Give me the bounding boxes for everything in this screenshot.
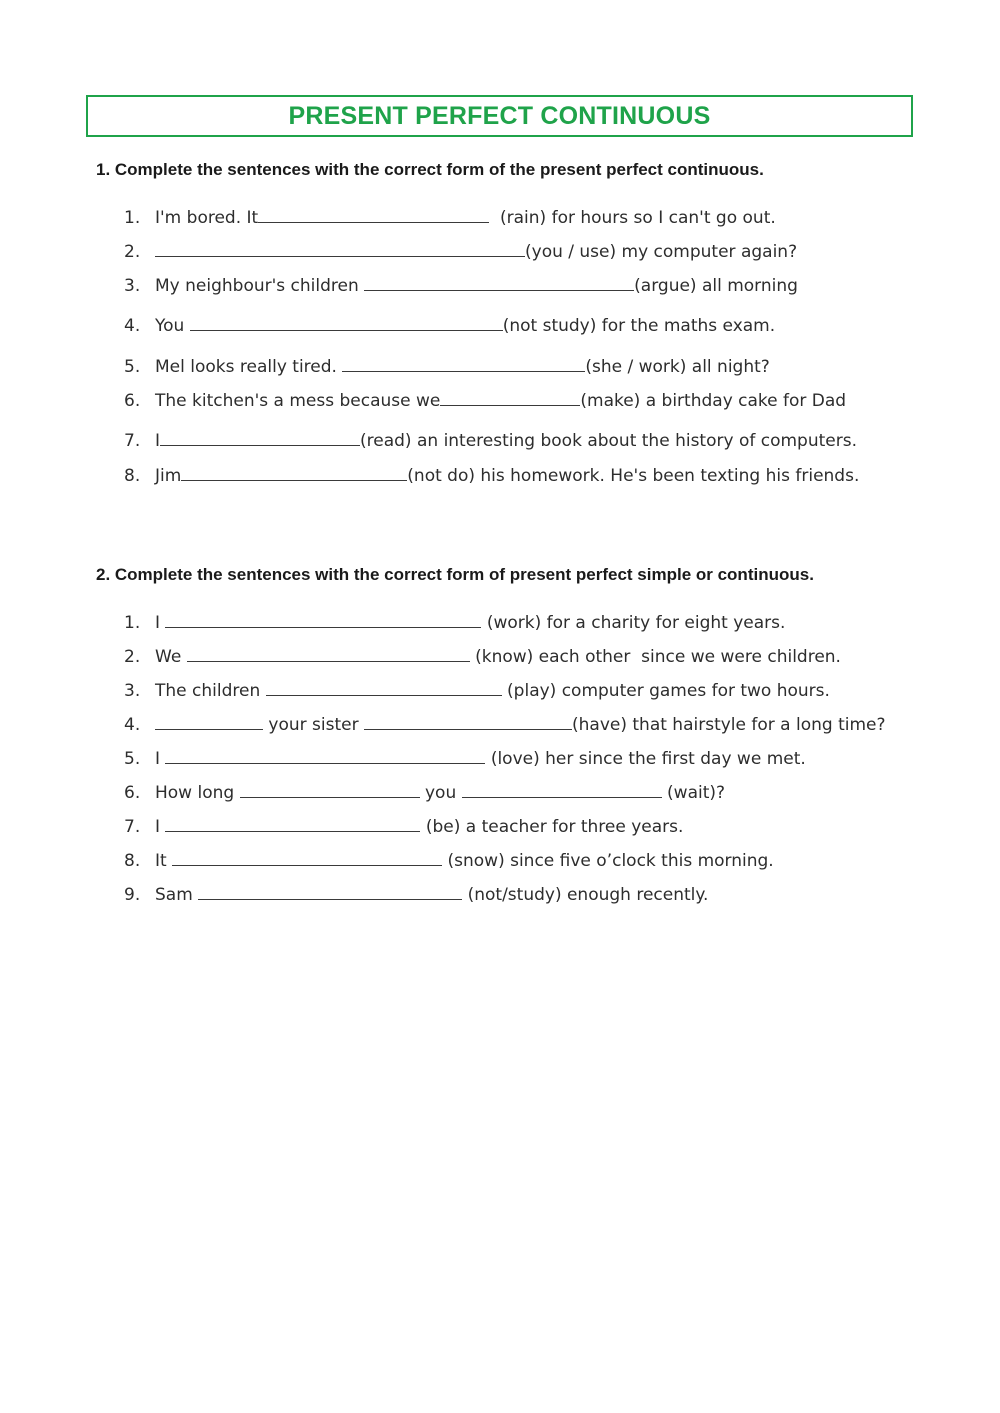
item-text: (know) each other since we were children. [469,647,841,667]
item-number: 6. [124,391,141,411]
item-text: I [155,817,166,837]
item-text: Jim [155,466,182,486]
answer-blank[interactable] [462,780,662,798]
section2-instruction: 2. Complete the sentences with the correct form of present perfect simple or continuous. [96,565,814,584]
answer-blank[interactable] [440,388,580,406]
answer-blank[interactable] [172,848,442,866]
item-number: 2. [124,242,141,262]
item-text: (make) a birthday cake for Dad [580,391,847,411]
s2-item-3 [124,678,830,702]
s1-item-6 [124,388,846,412]
item-text: (wait)? [661,783,726,803]
item-text: (not do) his homework. He's been texting his friends. [407,466,860,486]
s2-item-1 [124,610,785,634]
s2-item-9 [124,882,708,906]
item-text: (play) computer games for two hours. [501,681,830,701]
answer-blank[interactable] [155,239,525,257]
answer-blank[interactable] [190,313,503,331]
section1-instruction: 1. Complete the sentences with the correct form of the present perfect continuous. [96,160,764,179]
item-text: I [155,749,166,769]
item-text: (argue) all morning [634,276,798,296]
answer-blank[interactable] [187,644,470,662]
s1-item-5 [124,354,770,378]
item-text: I [155,431,161,451]
answer-blank[interactable] [258,205,489,223]
item-text: (love) her since the first day we met. [485,749,806,769]
s1-item-3 [124,273,798,297]
s2-item-8 [124,848,774,872]
item-number: 4. [124,715,141,735]
s1-item-4 [124,313,775,337]
item-text: My neighbour's children [155,276,365,296]
item-number: 8. [124,466,141,486]
answer-blank[interactable] [165,610,481,628]
s2-item-6 [124,780,725,804]
s2-item-4 [124,712,886,736]
item-text: You [155,316,190,336]
s1-item-2 [124,239,797,263]
answer-blank[interactable] [165,746,485,764]
item-number: 3. [124,681,141,701]
item-number: 1. [124,208,141,228]
item-text: I [155,613,166,633]
item-number: 1. [124,613,141,633]
item-text: (she / work) all night? [585,357,770,377]
item-text: (be) a teacher for three years. [420,817,684,837]
item-text: (have) that hairstyle for a long time? [572,715,886,735]
item-text: We [155,647,187,667]
item-text: (snow) since five o’clock this morning. [442,851,774,871]
item-text: your sister [263,715,364,735]
item-number: 5. [124,749,141,769]
s2-item-2 [124,644,841,668]
answer-blank[interactable] [342,354,585,372]
item-text: (not/study) enough recently. [462,885,709,905]
page-title: PRESENT PERFECT CONTINUOUS [288,101,711,130]
s2-item-5 [124,746,806,770]
s1-item-8 [124,463,859,487]
item-text: you [419,783,462,803]
item-text: (rain) for hours so I can't go out. [489,208,776,228]
answer-blank[interactable] [160,428,360,446]
answer-blank[interactable] [240,780,420,798]
item-number: 7. [124,431,141,451]
answer-blank[interactable] [198,882,462,900]
answer-blank[interactable] [364,273,634,291]
answer-blank[interactable] [165,814,420,832]
item-text: (you / use) my computer again? [525,242,798,262]
title-box [86,95,913,137]
item-number: 2. [124,647,141,667]
item-number: 4. [124,316,141,336]
item-number: 7. [124,817,141,837]
answer-blank[interactable] [181,463,407,481]
item-number: 9. [124,885,141,905]
item-text: The kitchen's a mess because we [155,391,441,411]
item-number: 6. [124,783,141,803]
answer-blank[interactable] [364,712,572,730]
item-text: (not study) for the maths exam. [502,316,776,336]
item-number: 5. [124,357,141,377]
item-text: Mel looks really tired. [155,357,343,377]
s1-item-7 [124,428,857,452]
item-text: (work) for a charity for eight years. [481,613,786,633]
item-text: How long [155,783,240,803]
item-text: The children [155,681,266,701]
answer-blank[interactable] [155,712,263,730]
item-text: It [155,851,173,871]
answer-blank[interactable] [266,678,502,696]
item-number: 3. [124,276,141,296]
s1-item-1 [124,205,776,229]
item-text: Sam [155,885,199,905]
item-number: 8. [124,851,141,871]
item-text: I'm bored. It [155,208,259,228]
item-text: (read) an interesting book about the history of computers. [360,431,857,451]
s2-item-7 [124,814,683,838]
